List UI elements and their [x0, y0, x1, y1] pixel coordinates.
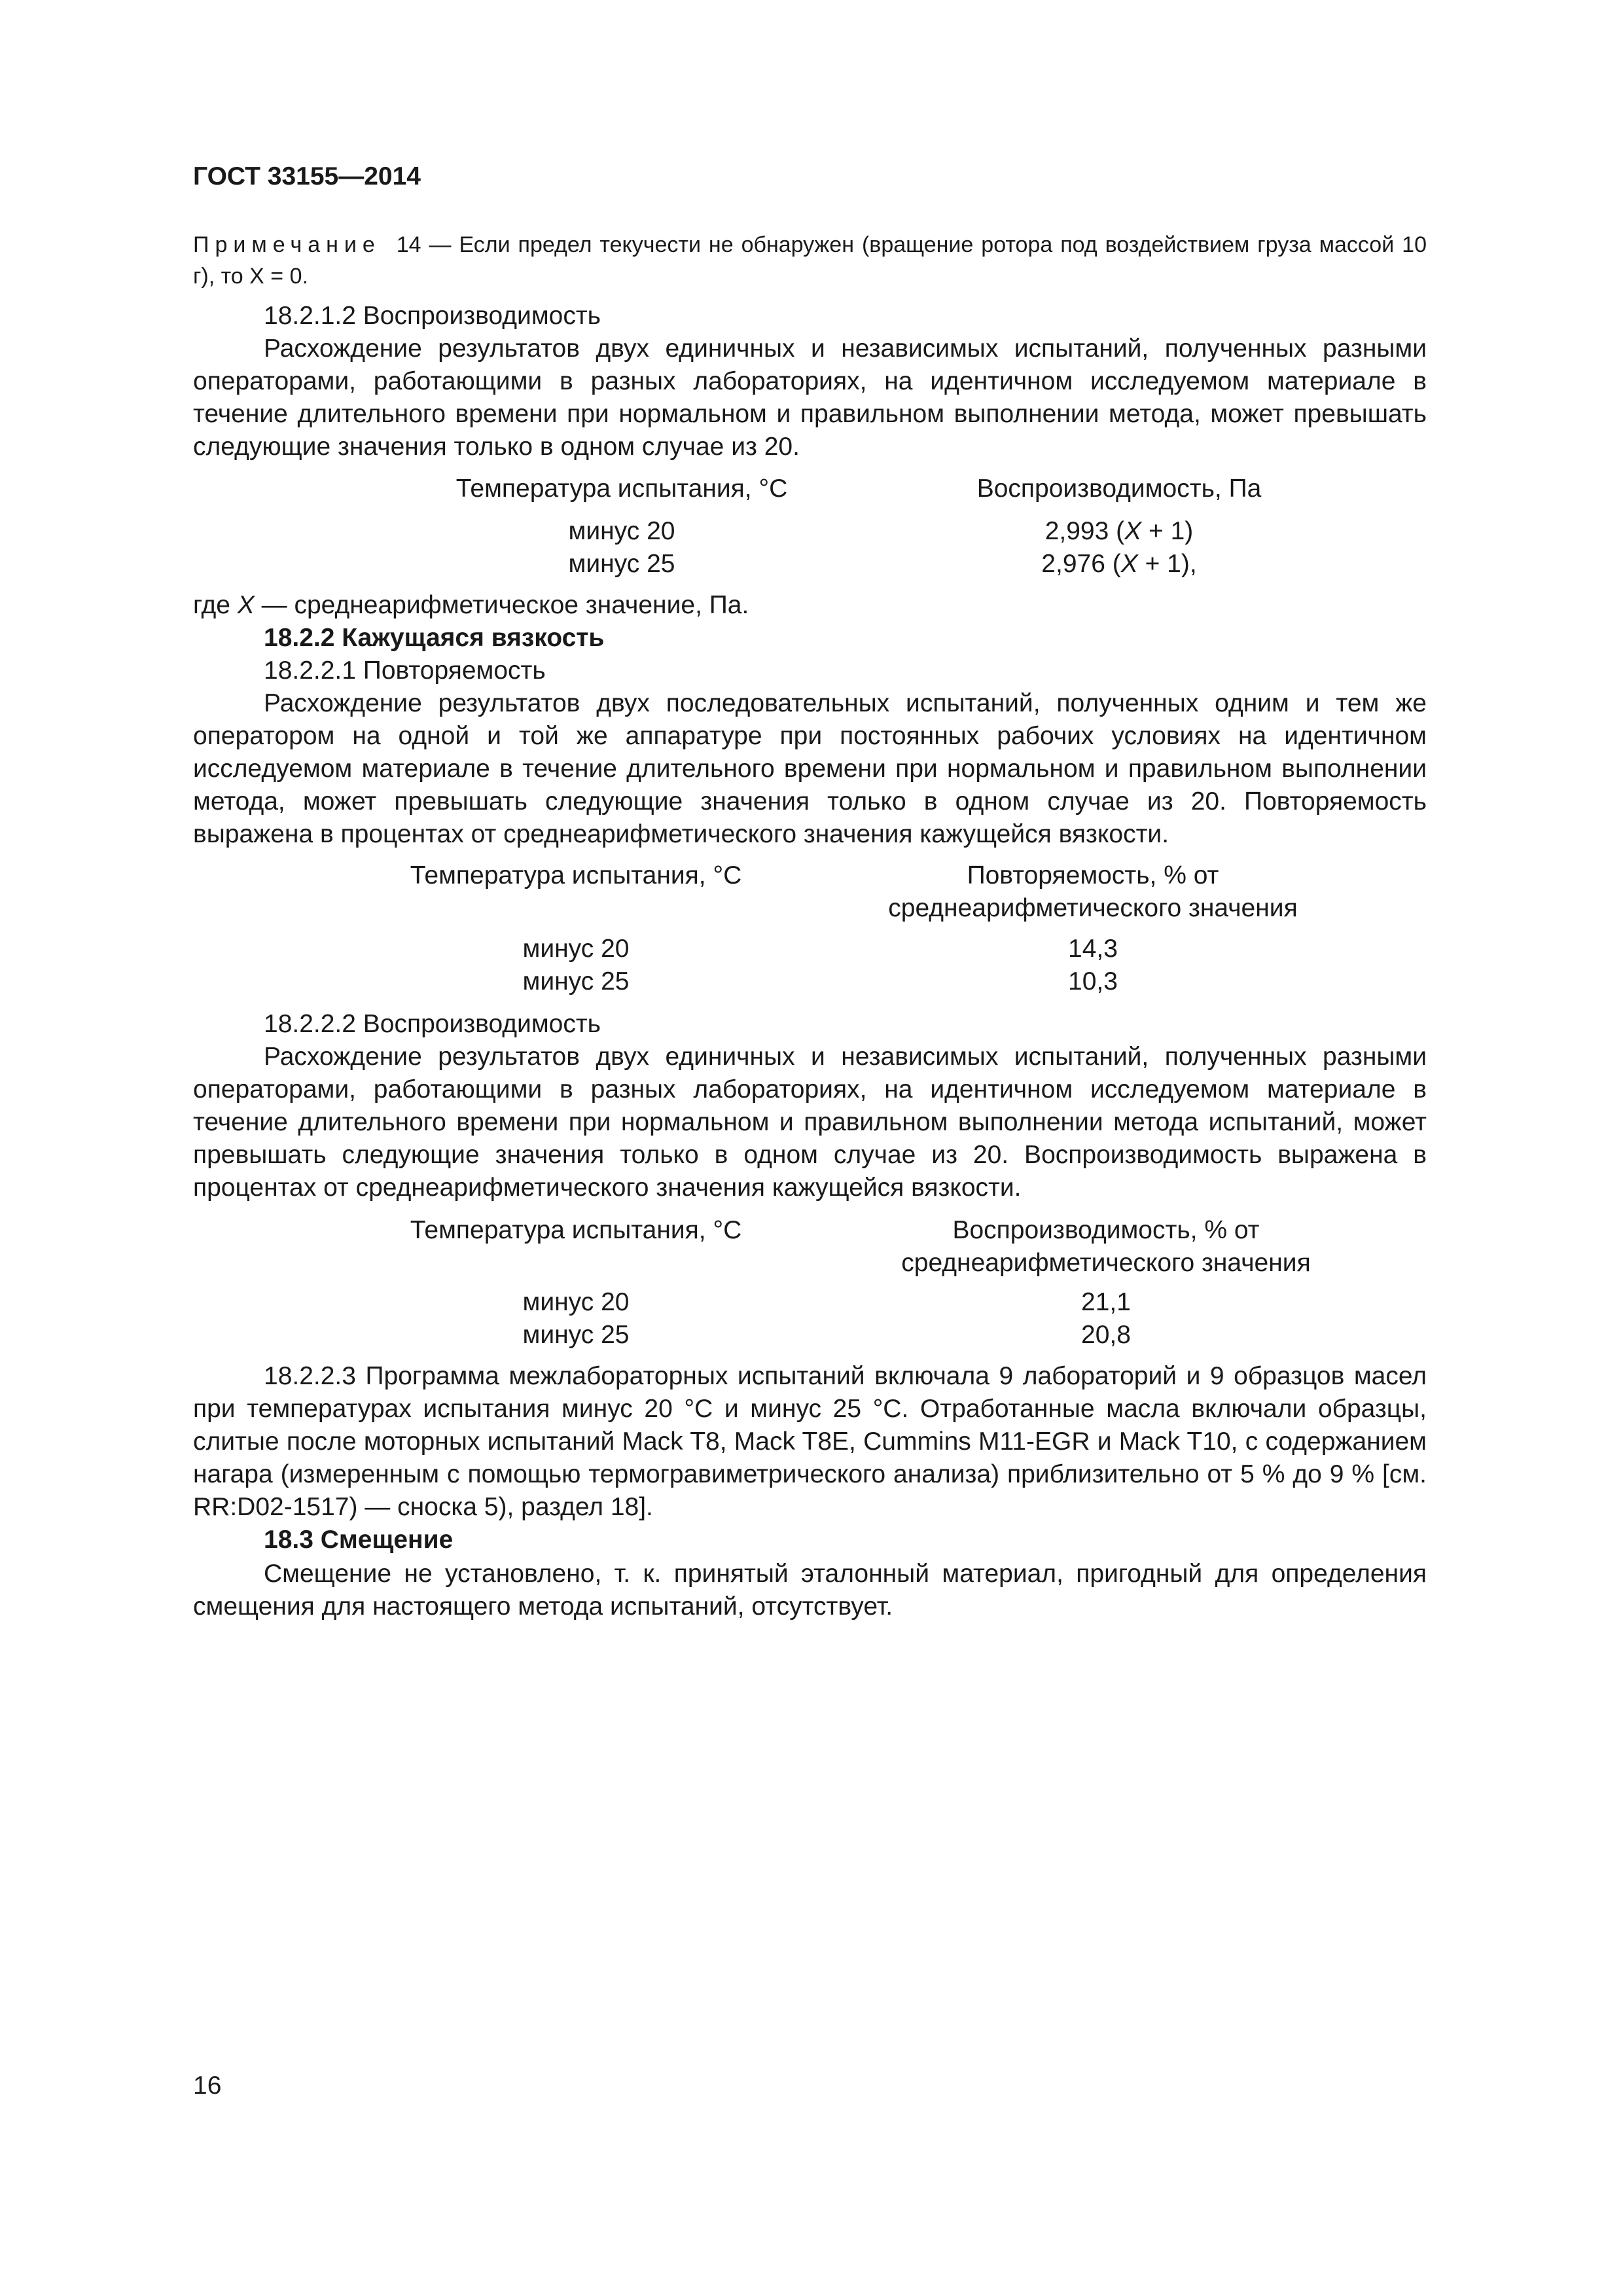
table1-row2-value: 2,976 (X + 1),: [1041, 550, 1197, 578]
section-18-2-2-1-text: Расхождение результатов двух последовательных испытаний, полученных одним и тем же оператором на одной и той же аппаратуре при постоянных рабочих условиях на идентичном исследуемом материале в течение длительного времени при нормальном и правильном выполнении метода, может превышать следующие значения только в одном случае из 20. Повторяемость выражена в процентах от среднеарифметического значения кажущейся вязкости.: [193, 689, 1427, 848]
section-18-2-1-2-text: Расхождение результатов двух единичных и независимых испытаний, полученных разными операторами, работающими в разных лабораториях, на идентичном исследуемом материале в течение длительного времени при нормальном и правильном выполнении метода, может превышать следующие значения только в одном случае из 20.: [193, 334, 1427, 461]
table1-row1-temp: минус 20: [568, 517, 675, 545]
section-18-2-2-heading: 18.2.2 Кажущаяся вязкость: [264, 624, 605, 652]
table3-row2-temp: минус 25: [522, 1321, 630, 1349]
table1-col2-header: Воспроизводимость, Па: [976, 475, 1262, 503]
table3-row1-temp: минус 20: [522, 1288, 630, 1316]
section-18-2-2-2-text: Расхождение результатов двух единичных и независимых испытаний, полученных разными операторами, работающими в разных лабораториях, на идентичном исследуемом материале в течение длительного времени при нормальном и правильном выполнении метода испытаний, может превышать следующие значения только в одном случае из 20. Воспроизводимость выражена в процентах от среднеарифметического значения кажущейся вязкости.: [193, 1043, 1427, 1202]
table1-col1-header: Температура испытания, °С: [455, 475, 788, 503]
table1-row2-temp: минус 25: [568, 550, 675, 578]
table2-row2-value: 10,3: [1068, 967, 1118, 996]
table3-row2-value: 20,8: [1081, 1321, 1131, 1349]
note-label: Примечание: [193, 232, 381, 257]
where-clause: где X — среднеарифметическое значение, Па.: [193, 591, 749, 619]
page-number: 16: [193, 2072, 222, 2100]
section-18-2-2-1-heading: 18.2.2.1 Повторяемость: [264, 656, 546, 685]
note-14: [193, 229, 1427, 292]
note-text: 14 — Если предел текучести не обнаружен (вращение ротора под воздействием груза массой 10 г), то X = 0.: [193, 232, 1427, 289]
table3-col2-header: Воспроизводимость, % от среднеарифметического значения: [901, 1216, 1311, 1277]
section-18-3-text: Смещение не установлено, т. к. принятый эталонный материал, пригодный для определения смещения для настоящего метода испытаний, отсутствует.: [193, 1560, 1427, 1621]
section-18-2-2-3-text: 18.2.2.3 Программа межлабораторных испытаний включала 9 лабораторий и 9 образцов масел при температурах испытания минус 20 °С и минус 25 °С. Отработанные масла включали образцы, слитые после моторных испытаний Mack T8, Mack T8E, Cummins M11-EGR и Mack T10, с содержанием нагара (измеренным с помощью термогравиметрического анализа) приблизительно от 5 % до 9 % [см. RR:D02-1517) — сноска 5), раздел 18].: [193, 1362, 1427, 1521]
table2-row1-value: 14,3: [1068, 935, 1118, 963]
document-code-header: ГОСТ 33155—2014: [193, 162, 421, 190]
section-18-3-heading: 18.3 Смещение: [264, 1526, 454, 1554]
table1-row1-value: 2,993 (X + 1): [1044, 517, 1194, 545]
section-18-2-2-2-heading: 18.2.2.2 Воспроизводимость: [264, 1010, 601, 1038]
section-18-2-1-2-heading: 18.2.1.2 Воспроизводимость: [264, 302, 601, 330]
table2-row2-temp: минус 25: [522, 967, 630, 996]
table3-col1-header: Температура испытания, °С: [410, 1216, 742, 1244]
table2-row1-temp: минус 20: [522, 935, 630, 963]
table3-row1-value: 21,1: [1081, 1288, 1131, 1316]
table2-col1-header: Температура испытания, °С: [410, 861, 742, 889]
table2-col2-header: Повторяемость, % от среднеарифметического значения: [888, 861, 1298, 922]
